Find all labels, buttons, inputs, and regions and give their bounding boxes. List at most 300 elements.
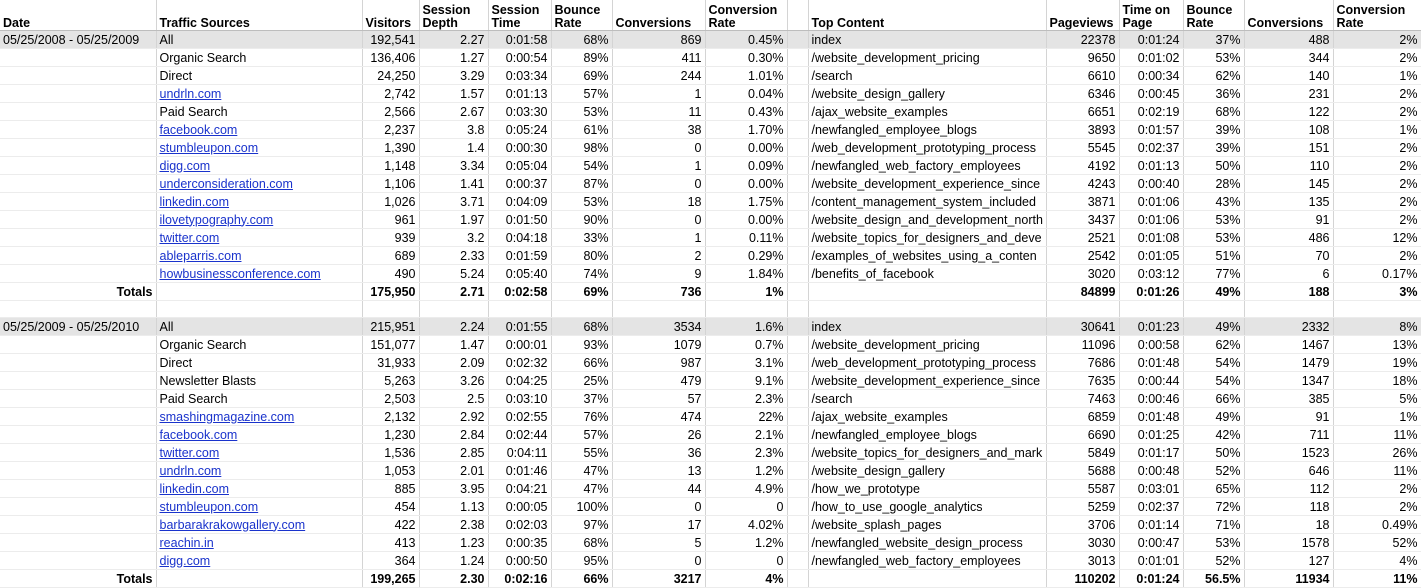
traffic-source-link[interactable]: stumbleupon.com	[159, 499, 259, 514]
content-conversions-cell: 488	[1244, 31, 1333, 49]
conversion-rate-cell: 1.2%	[705, 462, 787, 480]
totals-spacer	[787, 283, 808, 301]
session-depth-cell: 1.27	[419, 49, 488, 67]
time-on-page-cell: 0:00:46	[1119, 390, 1183, 408]
session-time-cell: 0:05:04	[488, 157, 551, 175]
content-bounce-rate-cell: 62%	[1183, 67, 1244, 85]
conversions-cell: 13	[612, 462, 705, 480]
visitors-cell: 413	[362, 534, 419, 552]
header-bounce-rate: Bounce Rate	[551, 0, 612, 31]
table-row	[0, 444, 1421, 462]
conversions-cell: 0	[612, 552, 705, 570]
date-cell	[0, 247, 156, 265]
bounce-rate-cell: 37%	[551, 390, 612, 408]
traffic-source-cell	[156, 462, 362, 480]
content-bounce-rate-cell: 72%	[1183, 498, 1244, 516]
conversions-cell: 1	[612, 157, 705, 175]
content-conversion-rate-cell: 11%	[1333, 426, 1421, 444]
traffic-source-cell: Organic Search	[156, 49, 362, 67]
time-on-page-cell: 0:01:08	[1119, 229, 1183, 247]
session-time-cell: 0:04:18	[488, 229, 551, 247]
totals-content-bounce-rate: 56.5%	[1183, 570, 1244, 588]
time-on-page-cell: 0:00:44	[1119, 372, 1183, 390]
conversions-cell: 11	[612, 103, 705, 121]
visitors-cell: 364	[362, 552, 419, 570]
traffic-source-link[interactable]: linkedin.com	[159, 481, 229, 496]
spacer-cell	[787, 336, 808, 354]
conversions-cell: 44	[612, 480, 705, 498]
time-on-page-cell: 0:00:58	[1119, 336, 1183, 354]
date-cell: 05/25/2008 - 05/25/2009	[0, 31, 156, 49]
traffic-source-cell: Paid Search	[156, 103, 362, 121]
pageviews-cell: 7463	[1046, 390, 1119, 408]
traffic-source-cell: All	[156, 318, 362, 336]
content-conversion-rate-cell: 2%	[1333, 211, 1421, 229]
conversion-rate-cell: 1.01%	[705, 67, 787, 85]
conversion-rate-cell: 0.45%	[705, 31, 787, 49]
session-depth-cell: 1.57	[419, 85, 488, 103]
totals-content-conversion-rate: 11%	[1333, 570, 1421, 588]
table-row	[0, 498, 1421, 516]
blank-cell	[1046, 301, 1119, 318]
totals-pageviews: 84899	[1046, 283, 1119, 301]
spacer-cell	[787, 175, 808, 193]
visitors-cell: 1,230	[362, 426, 419, 444]
top-content-cell: /newfangled_employee_blogs	[808, 121, 1046, 139]
content-conversion-rate-cell: 2%	[1333, 49, 1421, 67]
conversion-rate-cell: 9.1%	[705, 372, 787, 390]
totals-time-on-page: 0:01:26	[1119, 283, 1183, 301]
table-row	[0, 372, 1421, 390]
spacer-cell	[787, 390, 808, 408]
time-on-page-cell: 0:01:24	[1119, 31, 1183, 49]
top-content-cell: /website_topics_for_designers_and_mark	[808, 444, 1046, 462]
content-bounce-rate-cell: 54%	[1183, 354, 1244, 372]
content-conversion-rate-cell: 1%	[1333, 67, 1421, 85]
session-depth-cell: 2.85	[419, 444, 488, 462]
spacer-cell	[787, 229, 808, 247]
bounce-rate-cell: 61%	[551, 121, 612, 139]
date-cell	[0, 49, 156, 67]
totals-content-conversions: 188	[1244, 283, 1333, 301]
table-row	[0, 426, 1421, 444]
session-time-cell: 0:04:25	[488, 372, 551, 390]
traffic-source-cell	[156, 247, 362, 265]
traffic-source-link[interactable]: barbarakrakowgallery.com	[159, 517, 306, 532]
visitors-cell: 422	[362, 516, 419, 534]
pageviews-cell: 7635	[1046, 372, 1119, 390]
conversion-rate-cell: 0	[705, 552, 787, 570]
traffic-source-link[interactable]: undrln.com	[159, 463, 222, 478]
totals-bounce-rate: 66%	[551, 570, 612, 588]
session-time-cell: 0:01:59	[488, 247, 551, 265]
content-conversions-cell: 2332	[1244, 318, 1333, 336]
pageviews-cell: 2542	[1046, 247, 1119, 265]
traffic-source-link[interactable]: smashingmagazine.com	[159, 409, 295, 424]
session-time-cell: 0:00:54	[488, 49, 551, 67]
session-depth-cell: 1.23	[419, 534, 488, 552]
traffic-source-cell	[156, 229, 362, 247]
traffic-source-link[interactable]: digg.com	[159, 158, 211, 173]
content-conversions-cell: 231	[1244, 85, 1333, 103]
blank-cell	[787, 301, 808, 318]
spacer-cell	[787, 247, 808, 265]
traffic-source-cell	[156, 408, 362, 426]
time-on-page-cell: 0:00:48	[1119, 462, 1183, 480]
conversion-rate-cell: 1.70%	[705, 121, 787, 139]
content-conversion-rate-cell: 52%	[1333, 534, 1421, 552]
totals-visitors: 199,265	[362, 570, 419, 588]
spacer-cell	[787, 372, 808, 390]
content-conversion-rate-cell: 11%	[1333, 462, 1421, 480]
content-bounce-rate-cell: 50%	[1183, 157, 1244, 175]
top-content-cell: /ajax_website_examples	[808, 103, 1046, 121]
top-content-cell: /website_development_pricing	[808, 336, 1046, 354]
conversions-cell: 474	[612, 408, 705, 426]
content-conversion-rate-cell: 2%	[1333, 85, 1421, 103]
traffic-source-link[interactable]: twitter.com	[159, 445, 220, 460]
totals-session-depth: 2.71	[419, 283, 488, 301]
traffic-source-cell	[156, 498, 362, 516]
spacer-cell	[787, 534, 808, 552]
bounce-rate-cell: 68%	[551, 318, 612, 336]
pageviews-cell: 3013	[1046, 552, 1119, 570]
conversion-rate-cell: 0.00%	[705, 139, 787, 157]
blank-cell	[808, 301, 1046, 318]
time-on-page-cell: 0:02:37	[1119, 498, 1183, 516]
session-depth-cell: 2.27	[419, 31, 488, 49]
table-row	[0, 247, 1421, 265]
pageviews-cell: 3871	[1046, 193, 1119, 211]
content-conversions-cell: 112	[1244, 480, 1333, 498]
traffic-source-cell	[156, 516, 362, 534]
visitors-cell: 454	[362, 498, 419, 516]
top-content-cell: /newfangled_web_factory_employees	[808, 552, 1046, 570]
conversion-rate-cell: 0	[705, 498, 787, 516]
table-row	[0, 462, 1421, 480]
pageviews-cell: 3020	[1046, 265, 1119, 283]
totals-time-on-page: 0:01:24	[1119, 570, 1183, 588]
traffic-source-link[interactable]: twitter.com	[159, 230, 220, 245]
date-cell	[0, 426, 156, 444]
conversions-cell: 869	[612, 31, 705, 49]
session-time-cell: 0:00:30	[488, 139, 551, 157]
pageviews-cell: 7686	[1046, 354, 1119, 372]
spacer-cell	[787, 85, 808, 103]
traffic-source-link[interactable]: ableparris.com	[159, 248, 242, 263]
conversions-cell: 9	[612, 265, 705, 283]
blank-cell	[705, 301, 787, 318]
traffic-source-cell	[156, 157, 362, 175]
conversion-rate-cell: 0.30%	[705, 49, 787, 67]
totals-content-conversions: 11934	[1244, 570, 1333, 588]
time-on-page-cell: 0:01:01	[1119, 552, 1183, 570]
content-bounce-rate-cell: 36%	[1183, 85, 1244, 103]
pageviews-cell: 3893	[1046, 121, 1119, 139]
blank-cell	[551, 301, 612, 318]
visitors-cell: 192,541	[362, 31, 419, 49]
conversions-cell: 1	[612, 229, 705, 247]
top-content-cell: /search	[808, 390, 1046, 408]
conversions-cell: 38	[612, 121, 705, 139]
date-cell	[0, 157, 156, 175]
bounce-rate-cell: 47%	[551, 462, 612, 480]
date-cell	[0, 390, 156, 408]
conversions-cell: 0	[612, 211, 705, 229]
content-conversions-cell: 711	[1244, 426, 1333, 444]
time-on-page-cell: 0:01:57	[1119, 121, 1183, 139]
content-conversion-rate-cell: 5%	[1333, 390, 1421, 408]
content-conversions-cell: 135	[1244, 193, 1333, 211]
totals-conversion-rate: 1%	[705, 283, 787, 301]
bounce-rate-cell: 97%	[551, 516, 612, 534]
bounce-rate-cell: 33%	[551, 229, 612, 247]
content-conversion-rate-cell: 2%	[1333, 103, 1421, 121]
bounce-rate-cell: 53%	[551, 103, 612, 121]
bounce-rate-cell: 74%	[551, 265, 612, 283]
visitors-cell: 1,536	[362, 444, 419, 462]
table-row	[0, 336, 1421, 354]
session-depth-cell: 3.29	[419, 67, 488, 85]
conversions-cell: 36	[612, 444, 705, 462]
session-depth-cell: 5.24	[419, 265, 488, 283]
visitors-cell: 2,503	[362, 390, 419, 408]
visitors-cell: 31,933	[362, 354, 419, 372]
traffic-source-cell: Direct	[156, 354, 362, 372]
table-row	[0, 318, 1421, 336]
time-on-page-cell: 0:01:23	[1119, 318, 1183, 336]
session-time-cell: 0:00:05	[488, 498, 551, 516]
totals-visitors: 175,950	[362, 283, 419, 301]
visitors-cell: 2,132	[362, 408, 419, 426]
header-session-depth: Session Depth	[419, 0, 488, 31]
table-row	[0, 211, 1421, 229]
content-conversion-rate-cell: 2%	[1333, 31, 1421, 49]
header-row	[0, 0, 1421, 31]
date-cell	[0, 516, 156, 534]
visitors-cell: 2,237	[362, 121, 419, 139]
bounce-rate-cell: 89%	[551, 49, 612, 67]
traffic-source-cell	[156, 193, 362, 211]
content-conversions-cell: 486	[1244, 229, 1333, 247]
session-depth-cell: 1.24	[419, 552, 488, 570]
traffic-source-link[interactable]: facebook.com	[159, 427, 238, 442]
date-cell	[0, 336, 156, 354]
traffic-source-link[interactable]: linkedin.com	[159, 194, 229, 209]
session-depth-cell: 3.26	[419, 372, 488, 390]
content-conversions-cell: 70	[1244, 247, 1333, 265]
bounce-rate-cell: 90%	[551, 211, 612, 229]
conversion-rate-cell: 2.1%	[705, 426, 787, 444]
content-conversions-cell: 385	[1244, 390, 1333, 408]
conversions-cell: 17	[612, 516, 705, 534]
traffic-source-link[interactable]: stumbleupon.com	[159, 140, 259, 155]
blank-cell	[488, 301, 551, 318]
content-conversion-rate-cell: 13%	[1333, 336, 1421, 354]
spacer-cell	[787, 121, 808, 139]
traffic-source-link[interactable]: undrln.com	[159, 86, 222, 101]
blank-row	[0, 301, 1421, 318]
session-depth-cell: 1.97	[419, 211, 488, 229]
content-conversions-cell: 344	[1244, 49, 1333, 67]
pageviews-cell: 3437	[1046, 211, 1119, 229]
conversion-rate-cell: 1.75%	[705, 193, 787, 211]
top-content-cell: /website_design_gallery	[808, 462, 1046, 480]
top-content-cell: /website_development_pricing	[808, 49, 1046, 67]
totals-session-depth: 2.30	[419, 570, 488, 588]
visitors-cell: 2,566	[362, 103, 419, 121]
table-row	[0, 103, 1421, 121]
session-depth-cell: 2.33	[419, 247, 488, 265]
content-bounce-rate-cell: 39%	[1183, 121, 1244, 139]
content-conversions-cell: 110	[1244, 157, 1333, 175]
traffic-source-link[interactable]: underconsideration.com	[159, 176, 293, 191]
content-conversions-cell: 91	[1244, 408, 1333, 426]
session-time-cell: 0:00:50	[488, 552, 551, 570]
traffic-source-cell	[156, 139, 362, 157]
totals-bounce-rate: 69%	[551, 283, 612, 301]
traffic-source-cell: All	[156, 31, 362, 49]
content-conversion-rate-cell: 12%	[1333, 229, 1421, 247]
conversion-rate-cell: 2.3%	[705, 390, 787, 408]
spacer-cell	[787, 103, 808, 121]
content-conversion-rate-cell: 2%	[1333, 139, 1421, 157]
time-on-page-cell: 0:00:40	[1119, 175, 1183, 193]
traffic-source-link[interactable]: reachin.in	[159, 535, 214, 550]
bounce-rate-cell: 93%	[551, 336, 612, 354]
content-conversion-rate-cell: 0.17%	[1333, 265, 1421, 283]
visitors-cell: 136,406	[362, 49, 419, 67]
table-row	[0, 85, 1421, 103]
time-on-page-cell: 0:01:48	[1119, 408, 1183, 426]
pageviews-cell: 22378	[1046, 31, 1119, 49]
visitors-cell: 215,951	[362, 318, 419, 336]
table-row	[0, 534, 1421, 552]
time-on-page-cell: 0:01:02	[1119, 49, 1183, 67]
top-content-cell: /content_management_system_included	[808, 193, 1046, 211]
bounce-rate-cell: 53%	[551, 193, 612, 211]
session-time-cell: 0:02:44	[488, 426, 551, 444]
traffic-source-cell	[156, 534, 362, 552]
session-time-cell: 0:04:21	[488, 480, 551, 498]
bounce-rate-cell: 66%	[551, 354, 612, 372]
pageviews-cell: 5545	[1046, 139, 1119, 157]
content-conversions-cell: 1578	[1244, 534, 1333, 552]
conversion-rate-cell: 4.9%	[705, 480, 787, 498]
bounce-rate-cell: 76%	[551, 408, 612, 426]
blank-cell	[1244, 301, 1333, 318]
blank-cell	[1119, 301, 1183, 318]
session-depth-cell: 1.13	[419, 498, 488, 516]
content-conversion-rate-cell: 4%	[1333, 552, 1421, 570]
session-depth-cell: 3.2	[419, 229, 488, 247]
visitors-cell: 5,263	[362, 372, 419, 390]
visitors-cell: 961	[362, 211, 419, 229]
conversion-rate-cell: 0.00%	[705, 211, 787, 229]
spacer-cell	[787, 265, 808, 283]
content-conversions-cell: 1467	[1244, 336, 1333, 354]
session-time-cell: 0:03:10	[488, 390, 551, 408]
header-visitors: Visitors	[362, 0, 419, 31]
conversions-cell: 1	[612, 85, 705, 103]
session-time-cell: 0:01:50	[488, 211, 551, 229]
visitors-cell: 24,250	[362, 67, 419, 85]
date-cell: 05/25/2009 - 05/25/2010	[0, 318, 156, 336]
content-bounce-rate-cell: 68%	[1183, 103, 1244, 121]
spacer-cell	[787, 498, 808, 516]
content-conversion-rate-cell: 2%	[1333, 480, 1421, 498]
time-on-page-cell: 0:00:34	[1119, 67, 1183, 85]
traffic-source-cell	[156, 426, 362, 444]
bounce-rate-cell: 25%	[551, 372, 612, 390]
totals-label: Totals	[0, 570, 156, 588]
traffic-source-link[interactable]: facebook.com	[159, 122, 238, 137]
totals-label: Totals	[0, 283, 156, 301]
content-bounce-rate-cell: 53%	[1183, 211, 1244, 229]
conversion-rate-cell: 0.09%	[705, 157, 787, 175]
traffic-source-cell: Newsletter Blasts	[156, 372, 362, 390]
conversion-rate-cell: 22%	[705, 408, 787, 426]
pageviews-cell: 11096	[1046, 336, 1119, 354]
content-conversion-rate-cell: 2%	[1333, 193, 1421, 211]
table-row	[0, 175, 1421, 193]
content-conversion-rate-cell: 1%	[1333, 408, 1421, 426]
session-time-cell: 0:05:40	[488, 265, 551, 283]
time-on-page-cell: 0:01:25	[1119, 426, 1183, 444]
time-on-page-cell: 0:01:13	[1119, 157, 1183, 175]
session-depth-cell: 3.71	[419, 193, 488, 211]
spacer-cell	[787, 211, 808, 229]
time-on-page-cell: 0:03:01	[1119, 480, 1183, 498]
traffic-source-link[interactable]: digg.com	[159, 553, 211, 568]
content-conversion-rate-cell: 26%	[1333, 444, 1421, 462]
traffic-source-link[interactable]: ilovetypography.com	[159, 212, 274, 227]
pageviews-cell: 6690	[1046, 426, 1119, 444]
top-content-cell: /website_design_gallery	[808, 85, 1046, 103]
top-content-cell: /website_development_experience_since	[808, 372, 1046, 390]
content-conversions-cell: 151	[1244, 139, 1333, 157]
session-time-cell: 0:01:58	[488, 31, 551, 49]
traffic-source-link[interactable]: howbusinessconference.com	[159, 266, 321, 281]
conversions-cell: 0	[612, 139, 705, 157]
date-cell	[0, 175, 156, 193]
totals-blank	[156, 570, 362, 588]
conversion-rate-cell: 0.43%	[705, 103, 787, 121]
conversions-cell: 26	[612, 426, 705, 444]
totals-conversions: 736	[612, 283, 705, 301]
header-content-bounce-rate: Bounce Rate	[1183, 0, 1244, 31]
content-bounce-rate-cell: 53%	[1183, 534, 1244, 552]
conversion-rate-cell: 0.7%	[705, 336, 787, 354]
date-cell	[0, 462, 156, 480]
content-conversions-cell: 140	[1244, 67, 1333, 85]
visitors-cell: 151,077	[362, 336, 419, 354]
time-on-page-cell: 0:01:48	[1119, 354, 1183, 372]
table-row	[0, 408, 1421, 426]
session-time-cell: 0:00:35	[488, 534, 551, 552]
visitors-cell: 2,742	[362, 85, 419, 103]
session-depth-cell: 1.41	[419, 175, 488, 193]
bounce-rate-cell: 98%	[551, 139, 612, 157]
pageviews-cell: 3706	[1046, 516, 1119, 534]
top-content-cell: /website_design_and_development_north	[808, 211, 1046, 229]
time-on-page-cell: 0:00:45	[1119, 85, 1183, 103]
session-time-cell: 0:00:37	[488, 175, 551, 193]
top-content-cell: index	[808, 31, 1046, 49]
top-content-cell: /newfangled_employee_blogs	[808, 426, 1046, 444]
date-cell	[0, 121, 156, 139]
conversions-cell: 18	[612, 193, 705, 211]
